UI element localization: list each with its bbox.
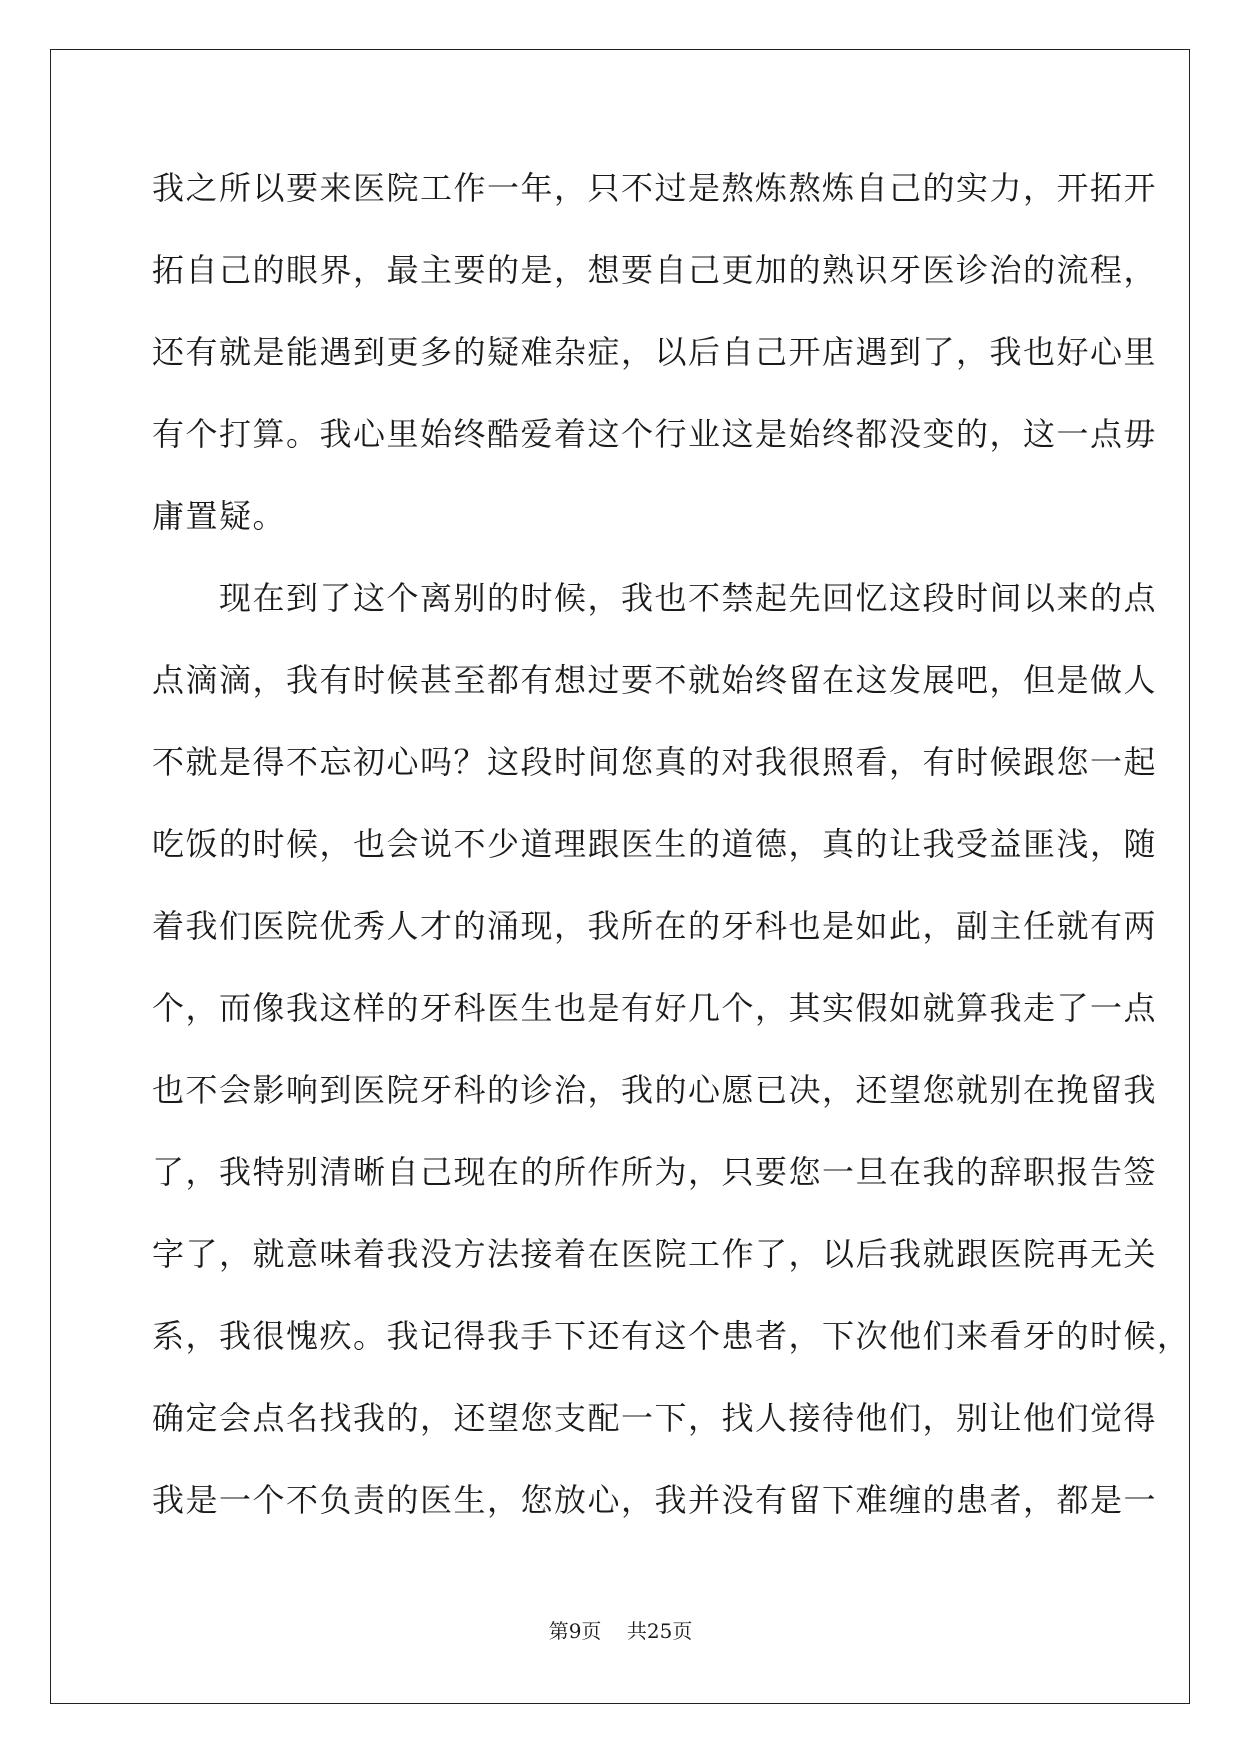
text-line: 庸置疑。: [152, 497, 287, 535]
text-line: 也不会影响到医院牙科的诊治，我的心愿已决，还望您就别在挽留我: [152, 1071, 1158, 1109]
page-suffix: 页: [581, 1619, 602, 1643]
text-line: 了，我特别清晰自己现在的所作所为，只要您一旦在我的辞职报告签: [152, 1153, 1158, 1191]
text-line: 我之所以要来医院工作一年，只不过是熬炼熬炼自己的实力，开拓开: [152, 169, 1158, 207]
text-line: 着我们医院优秀人才的涌现，我所在的牙科也是如此，副主任就有两: [152, 907, 1158, 945]
text-line: 有个打算。我心里始终酷爱着这个行业这是始终都没变的，这一点毋: [152, 415, 1158, 453]
text-line: 字了，就意味着我没方法接着在医院工作了，以后我就跟医院再无关: [152, 1235, 1158, 1273]
text-line: 个，而像我这样的牙科医生也是有好几个，其实假如就算我走了一点: [152, 989, 1158, 1027]
text-line: 还有就是能遇到更多的疑难杂症，以后自己开店遇到了，我也好心里: [152, 333, 1158, 371]
document-body: [152, 162, 1191, 1556]
text-line: 拓自己的眼界，最主要的是，想要自己更加的熟识牙医诊治的流程，: [152, 251, 1158, 289]
text-line: 不就是得不忘初心吗？这段时间您真的对我很照看，有时候跟您一起: [152, 743, 1158, 781]
text-line: 吃饭的时候，也会说不少道理跟医生的道德，真的让我受益匪浅，随: [152, 825, 1158, 863]
page-footer: [0, 1615, 1241, 1644]
total-suffix: 页: [672, 1619, 693, 1643]
text-line: 点滴滴，我有时候甚至都有想过要不就始终留在这发展吧，但是做人: [152, 661, 1158, 699]
total-pages: 25: [646, 1619, 673, 1643]
page-number: 9: [568, 1619, 582, 1643]
text-line: 系，我很愧疚。我记得我手下还有这个患者，下次他们来看牙的时候，: [152, 1317, 1191, 1355]
text-line: 我是一个不负责的医生，您放心，我并没有留下难缠的患者，都是一: [152, 1481, 1158, 1519]
total-prefix: 共: [626, 1619, 647, 1643]
text-line: 现在到了这个离别的时候，我也不禁起先回忆这段时间以来的点: [152, 579, 1158, 617]
page-prefix: 第: [548, 1619, 569, 1643]
text-line: 确定会点名找我的，还望您支配一下，找人接待他们，别让他们觉得: [152, 1399, 1158, 1437]
